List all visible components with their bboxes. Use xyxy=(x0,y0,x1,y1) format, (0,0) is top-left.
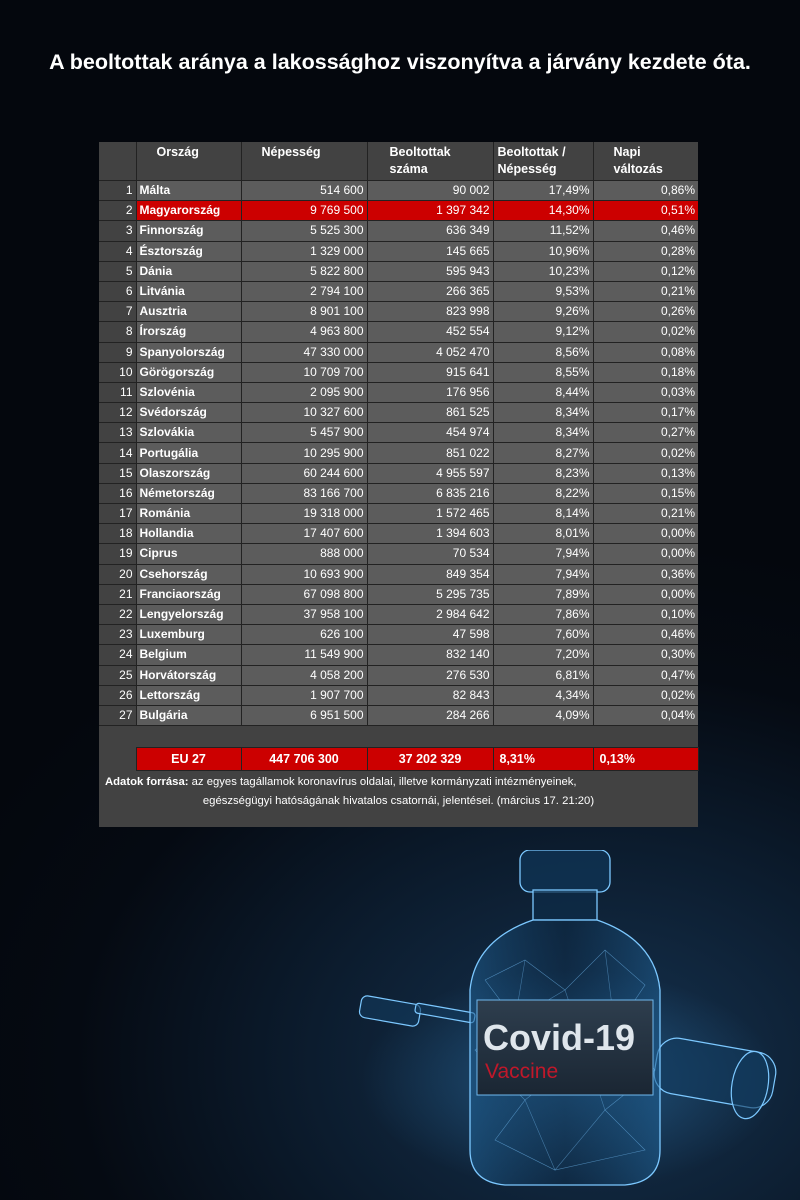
row-country: Horvátország xyxy=(136,665,241,685)
row-ratio: 8,56% xyxy=(493,342,593,362)
row-country: Svédország xyxy=(136,403,241,423)
row-population: 888 000 xyxy=(241,544,367,564)
row-daily-change: 0,86% xyxy=(593,181,698,201)
row-index: 22 xyxy=(99,604,136,624)
row-population: 19 318 000 xyxy=(241,504,367,524)
page-title: A beoltottak aránya a lakossághoz viszonyítva a járvány kezdete óta. xyxy=(49,50,751,74)
row-population: 5 457 900 xyxy=(241,423,367,443)
row-ratio: 8,55% xyxy=(493,362,593,382)
row-population: 8 901 100 xyxy=(241,302,367,322)
row-country: Málta xyxy=(136,181,241,201)
header-population-label: Népesség xyxy=(261,145,321,159)
vial-label-sub: Vaccine xyxy=(485,1060,559,1083)
header-vaccinated-line1: Beoltottak xyxy=(389,145,451,159)
row-vaccinated: 861 525 xyxy=(367,403,493,423)
row-ratio: 7,60% xyxy=(493,625,593,645)
table-row xyxy=(99,261,698,281)
row-daily-change: 0,51% xyxy=(593,201,698,221)
header-daily-line1: Napi xyxy=(613,145,641,159)
table-row xyxy=(99,665,698,685)
row-index: 7 xyxy=(99,302,136,322)
row-ratio: 7,86% xyxy=(493,604,593,624)
row-ratio: 4,09% xyxy=(493,705,593,725)
row-vaccinated: 1 397 342 xyxy=(367,201,493,221)
row-ratio: 9,12% xyxy=(493,322,593,342)
row-vaccinated: 452 554 xyxy=(367,322,493,342)
row-daily-change: 0,46% xyxy=(593,221,698,241)
row-ratio: 9,26% xyxy=(493,302,593,322)
header-daily-line2: változás xyxy=(613,162,663,176)
row-index: 19 xyxy=(99,544,136,564)
row-ratio: 8,23% xyxy=(493,463,593,483)
row-ratio: 10,23% xyxy=(493,261,593,281)
table-row xyxy=(99,403,698,423)
table-row xyxy=(99,302,698,322)
row-population: 2 794 100 xyxy=(241,281,367,301)
source-line-1 xyxy=(105,773,692,792)
row-daily-change: 0,13% xyxy=(593,463,698,483)
row-population: 4 058 200 xyxy=(241,665,367,685)
row-index: 17 xyxy=(99,504,136,524)
row-population: 6 951 500 xyxy=(241,705,367,725)
row-country: Lettország xyxy=(136,685,241,705)
table-row xyxy=(99,524,698,544)
row-index: 23 xyxy=(99,625,136,645)
row-daily-change: 0,26% xyxy=(593,302,698,322)
row-population: 5 822 800 xyxy=(241,261,367,281)
table-row xyxy=(99,181,698,201)
row-vaccinated: 276 530 xyxy=(367,665,493,685)
row-country: Hollandia xyxy=(136,524,241,544)
row-population: 11 549 900 xyxy=(241,645,367,665)
row-vaccinated: 595 943 xyxy=(367,261,493,281)
header-ratio xyxy=(493,142,593,181)
row-population: 4 963 800 xyxy=(241,322,367,342)
table-row xyxy=(99,544,698,564)
row-index: 25 xyxy=(99,665,136,685)
table-row xyxy=(99,584,698,604)
row-vaccinated: 832 140 xyxy=(367,645,493,665)
row-vaccinated: 1 572 465 xyxy=(367,504,493,524)
row-daily-change: 0,04% xyxy=(593,705,698,725)
table-row xyxy=(99,564,698,584)
row-vaccinated: 82 843 xyxy=(367,685,493,705)
table-row xyxy=(99,685,698,705)
table-row xyxy=(99,705,698,725)
row-ratio: 7,20% xyxy=(493,645,593,665)
row-daily-change: 0,21% xyxy=(593,281,698,301)
header-index xyxy=(99,142,136,181)
row-daily-change: 0,30% xyxy=(593,645,698,665)
row-ratio: 7,94% xyxy=(493,544,593,564)
row-daily-change: 0,02% xyxy=(593,685,698,705)
table-header-row xyxy=(99,142,698,181)
table-row xyxy=(99,342,698,362)
row-vaccinated: 5 295 735 xyxy=(367,584,493,604)
table-row xyxy=(99,382,698,402)
row-country: Finnország xyxy=(136,221,241,241)
row-ratio: 9,53% xyxy=(493,281,593,301)
table-row xyxy=(99,423,698,443)
header-ratio-line2: Népesség xyxy=(497,162,557,176)
row-ratio: 7,89% xyxy=(493,584,593,604)
source-label: Adatok forrása: xyxy=(105,776,189,789)
row-index: 6 xyxy=(99,281,136,301)
row-daily-change: 0,10% xyxy=(593,604,698,624)
row-ratio: 8,27% xyxy=(493,443,593,463)
row-index: 16 xyxy=(99,483,136,503)
row-population: 10 327 600 xyxy=(241,403,367,423)
table-row xyxy=(99,443,698,463)
vaccination-table-panel xyxy=(99,142,698,827)
table-row xyxy=(99,241,698,261)
row-vaccinated: 4 955 597 xyxy=(367,463,493,483)
row-index: 4 xyxy=(99,241,136,261)
row-country: Portugália xyxy=(136,443,241,463)
source-text-1: az egyes tagállamok koronavírus oldalai, illetve kormányzati intézményeinek, xyxy=(191,776,577,789)
row-index: 26 xyxy=(99,685,136,705)
eu-total-ratio: 8,31% xyxy=(493,748,593,771)
row-country: Ausztria xyxy=(136,302,241,322)
row-population: 9 769 500 xyxy=(241,201,367,221)
row-index: 2 xyxy=(99,201,136,221)
table-row xyxy=(99,221,698,241)
row-country: Bulgária xyxy=(136,705,241,725)
table-row xyxy=(99,504,698,524)
row-population: 37 958 100 xyxy=(241,604,367,624)
header-country-label: Ország xyxy=(156,145,199,159)
row-vaccinated: 849 354 xyxy=(367,564,493,584)
row-population: 67 098 800 xyxy=(241,584,367,604)
row-daily-change: 0,02% xyxy=(593,443,698,463)
row-vaccinated: 2 984 642 xyxy=(367,604,493,624)
row-country: Észtország xyxy=(136,241,241,261)
row-index: 20 xyxy=(99,564,136,584)
row-country: Ciprus xyxy=(136,544,241,564)
row-daily-change: 0,27% xyxy=(593,423,698,443)
row-index: 21 xyxy=(99,584,136,604)
row-index: 5 xyxy=(99,261,136,281)
row-daily-change: 0,03% xyxy=(593,382,698,402)
row-vaccinated: 266 365 xyxy=(367,281,493,301)
data-source-note xyxy=(99,771,698,811)
row-index: 12 xyxy=(99,403,136,423)
row-daily-change: 0,15% xyxy=(593,483,698,503)
table-row xyxy=(99,483,698,503)
row-population: 514 600 xyxy=(241,181,367,201)
row-vaccinated: 1 394 603 xyxy=(367,524,493,544)
row-ratio: 14,30% xyxy=(493,201,593,221)
vaccination-table xyxy=(99,142,699,771)
row-country: Csehország xyxy=(136,564,241,584)
table-row xyxy=(99,645,698,665)
row-country: Belgium xyxy=(136,645,241,665)
row-daily-change: 0,36% xyxy=(593,564,698,584)
row-index: 15 xyxy=(99,463,136,483)
row-index: 1 xyxy=(99,181,136,201)
row-index: 8 xyxy=(99,322,136,342)
row-ratio: 8,14% xyxy=(493,504,593,524)
row-index: 9 xyxy=(99,342,136,362)
table-row xyxy=(99,604,698,624)
row-daily-change: 0,28% xyxy=(593,241,698,261)
row-ratio: 4,34% xyxy=(493,685,593,705)
row-country: Spanyolország xyxy=(136,342,241,362)
row-ratio: 17,49% xyxy=(493,181,593,201)
row-population: 60 244 600 xyxy=(241,463,367,483)
eu-total-vaccinated: 37 202 329 xyxy=(367,748,493,771)
row-population: 17 407 600 xyxy=(241,524,367,544)
row-daily-change: 0,08% xyxy=(593,342,698,362)
header-country xyxy=(136,142,241,181)
row-daily-change: 0,00% xyxy=(593,584,698,604)
row-country: Görögország xyxy=(136,362,241,382)
row-population: 2 095 900 xyxy=(241,382,367,402)
row-country: Litvánia xyxy=(136,281,241,301)
row-population: 5 525 300 xyxy=(241,221,367,241)
row-vaccinated: 176 956 xyxy=(367,382,493,402)
row-vaccinated: 4 052 470 xyxy=(367,342,493,362)
table-row xyxy=(99,625,698,645)
row-ratio: 8,22% xyxy=(493,483,593,503)
row-vaccinated: 823 998 xyxy=(367,302,493,322)
eu-total-population: 447 706 300 xyxy=(241,748,367,771)
row-country: Szlovénia xyxy=(136,382,241,402)
row-index: 14 xyxy=(99,443,136,463)
row-country: Lengyelország xyxy=(136,604,241,624)
row-vaccinated: 70 534 xyxy=(367,544,493,564)
row-ratio: 8,01% xyxy=(493,524,593,544)
row-vaccinated: 851 022 xyxy=(367,443,493,463)
row-daily-change: 0,21% xyxy=(593,504,698,524)
row-country: Luxemburg xyxy=(136,625,241,645)
row-ratio: 8,34% xyxy=(493,403,593,423)
row-country: Magyarország xyxy=(136,201,241,221)
row-vaccinated: 47 598 xyxy=(367,625,493,645)
row-daily-change: 0,18% xyxy=(593,362,698,382)
row-index: 24 xyxy=(99,645,136,665)
row-country: Olaszország xyxy=(136,463,241,483)
row-ratio: 8,44% xyxy=(493,382,593,402)
row-country: Németország xyxy=(136,483,241,503)
row-country: Dánia xyxy=(136,261,241,281)
vial-label-main: Covid-19 xyxy=(483,1017,636,1058)
row-index: 3 xyxy=(99,221,136,241)
table-spacer xyxy=(99,726,698,748)
row-ratio: 8,34% xyxy=(493,423,593,443)
row-daily-change: 0,12% xyxy=(593,261,698,281)
row-index: 27 xyxy=(99,705,136,725)
row-ratio: 6,81% xyxy=(493,665,593,685)
row-ratio: 11,52% xyxy=(493,221,593,241)
row-vaccinated: 6 835 216 xyxy=(367,483,493,503)
row-population: 1 329 000 xyxy=(241,241,367,261)
row-vaccinated: 145 665 xyxy=(367,241,493,261)
row-ratio: 10,96% xyxy=(493,241,593,261)
table-row xyxy=(99,463,698,483)
row-population: 626 100 xyxy=(241,625,367,645)
row-vaccinated: 454 974 xyxy=(367,423,493,443)
row-daily-change: 0,02% xyxy=(593,322,698,342)
header-population xyxy=(241,142,367,181)
row-population: 83 166 700 xyxy=(241,483,367,503)
row-ratio: 7,94% xyxy=(493,564,593,584)
row-population: 47 330 000 xyxy=(241,342,367,362)
row-country: Szlovákia xyxy=(136,423,241,443)
row-population: 10 295 900 xyxy=(241,443,367,463)
table-row xyxy=(99,362,698,382)
header-daily-change xyxy=(593,142,698,181)
row-daily-change: 0,00% xyxy=(593,524,698,544)
eu-total-index xyxy=(99,748,136,771)
row-daily-change: 0,17% xyxy=(593,403,698,423)
row-vaccinated: 90 002 xyxy=(367,181,493,201)
row-vaccinated: 636 349 xyxy=(367,221,493,241)
table-row xyxy=(99,201,698,221)
row-country: Románia xyxy=(136,504,241,524)
row-country: Írország xyxy=(136,322,241,342)
table-body xyxy=(99,181,698,726)
header-vaccinated xyxy=(367,142,493,181)
row-population: 10 709 700 xyxy=(241,362,367,382)
eu-total-label: EU 27 xyxy=(136,748,241,771)
row-index: 18 xyxy=(99,524,136,544)
row-country: Franciaország xyxy=(136,584,241,604)
row-vaccinated: 915 641 xyxy=(367,362,493,382)
eu-total-daily: 0,13% xyxy=(593,748,698,771)
row-index: 10 xyxy=(99,362,136,382)
row-index: 13 xyxy=(99,423,136,443)
header-ratio-line1: Beoltottak / xyxy=(497,145,566,159)
row-daily-change: 0,47% xyxy=(593,665,698,685)
header-vaccinated-line2: száma xyxy=(389,162,428,176)
row-vaccinated: 284 266 xyxy=(367,705,493,725)
row-daily-change: 0,46% xyxy=(593,625,698,645)
row-index: 11 xyxy=(99,382,136,402)
vaccine-illustration xyxy=(355,850,785,1190)
row-population: 10 693 900 xyxy=(241,564,367,584)
row-daily-change: 0,00% xyxy=(593,544,698,564)
row-population: 1 907 700 xyxy=(241,685,367,705)
source-text-2: egészségügyi hatóságának hivatalos csatornái, jelentései. (március 17. 21:20) xyxy=(202,795,595,808)
table-row xyxy=(99,281,698,301)
eu-total-row xyxy=(99,748,698,771)
table-row xyxy=(99,322,698,342)
